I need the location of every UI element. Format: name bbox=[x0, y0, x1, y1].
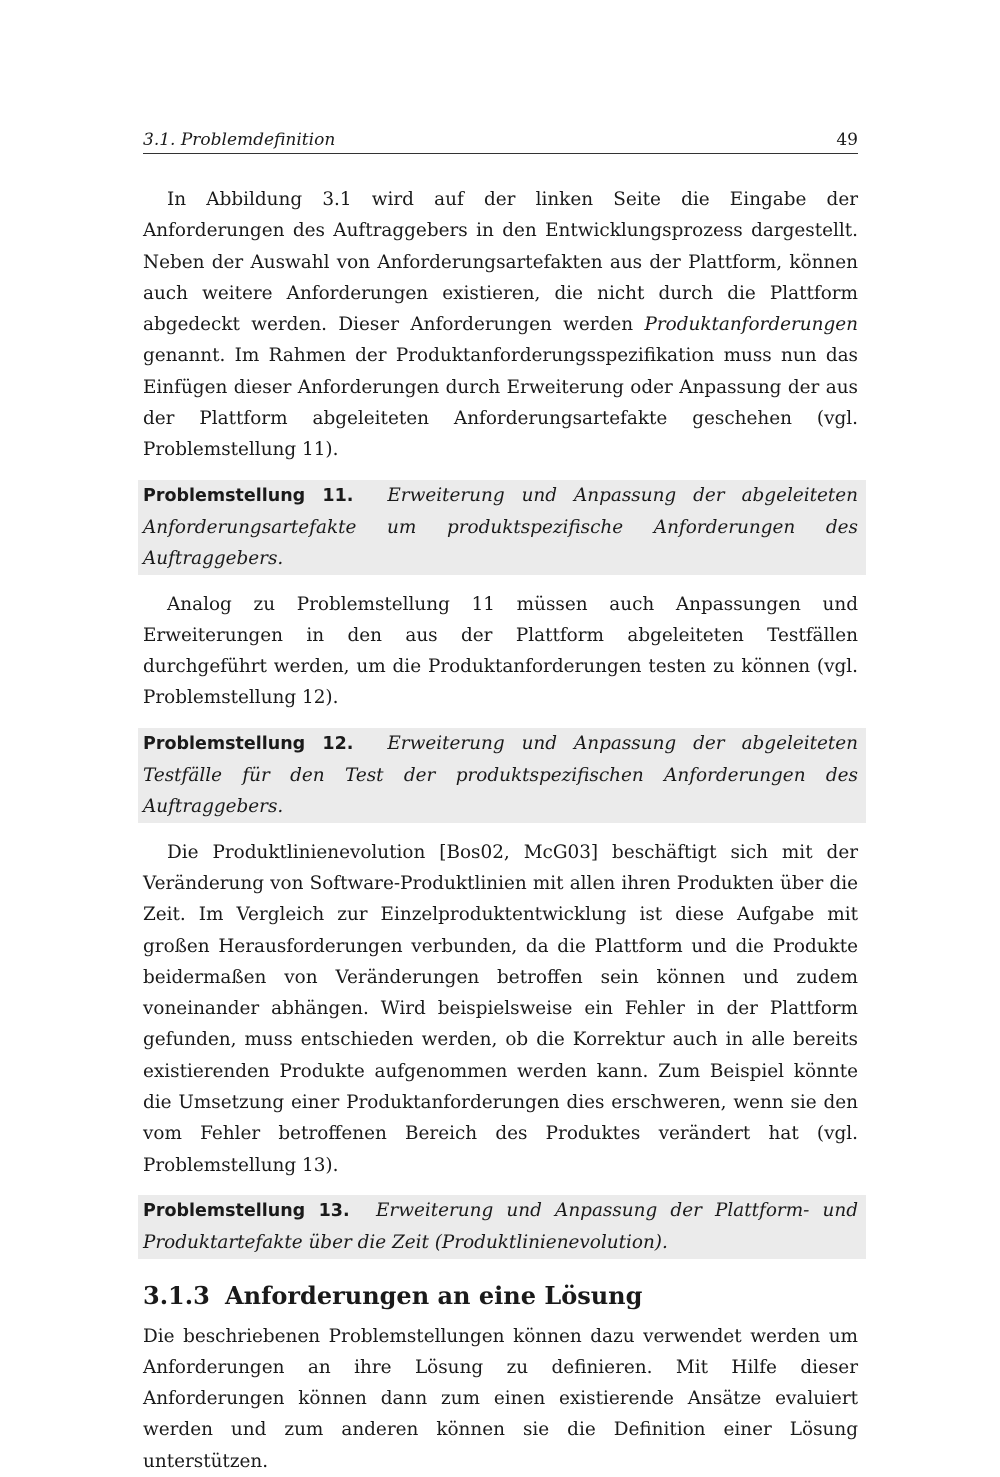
emphasis-produktanforderungen: Produktanforderungen bbox=[644, 314, 858, 336]
section-heading bbox=[143, 1279, 858, 1313]
paragraph-1-part-b: genannt. Im Rahmen der Produktanforderungsspezifikation muss nun das Einfügen dieser Anforderungen durch Erweiterung oder Anpassung der aus der Plattform abgeleiteten Anforderungsartefakte geschehen (vgl. Problemstellung 11). bbox=[143, 345, 858, 461]
problem-11-label: Problemstellung 11. bbox=[143, 485, 354, 506]
header-title: 3.1. Problemdefinition bbox=[143, 130, 336, 150]
paragraph-4: Die beschriebenen Problemstellungen können dazu verwendet werden um Anforderungen an ihre Lösung zu definieren. Mit Hilfe dieser Anforderungen können dann zum einen existierende Ansätze evaluiert werden und zum anderen können sie die Definition einer Lösung unterstützen. bbox=[143, 1325, 858, 1472]
problem-12-label: Problemstellung 12. bbox=[143, 733, 354, 754]
problem-11-text: Erweiterung und Anpassung der abgeleiteten Anforderungsartefakte um produktspezifische Anforderungen des Auftraggebers. bbox=[143, 484, 858, 570]
paragraph-1-part-a: In Abbildung 3.1 wird auf der linken Seite die Eingabe der Anforderungen des Auftraggebers in den Entwicklungsprozess dargestellt. Neben der Auswahl von Anforderungsartefakten aus der Plattform, können auch weitere Anforderungen existieren, die nicht durch die Plattform abgedeckt werden. Dieser Anforderungen werden bbox=[143, 189, 858, 336]
paragraph-1 bbox=[143, 184, 858, 466]
problem-12-text: Erweiterung und Anpassung der abgeleiteten Testfälle für den Test der produktspezifischen Anforderungen des Auftraggebers. bbox=[143, 732, 858, 818]
problem-statement-13 bbox=[138, 1195, 866, 1259]
paragraph-2: Analog zu Problemstellung 11 müssen auch Anpassungen und Erweiterungen in den aus der Plattform abgeleiteten Testfällen durchgeführt werden, um die Produktanforderungen testen zu können (vgl. Problemstellung 12). bbox=[143, 593, 858, 709]
running-header bbox=[143, 130, 858, 154]
page-number: 49 bbox=[836, 130, 858, 150]
problem-13-label: Problemstellung 13. bbox=[143, 1200, 350, 1221]
section-number: 3.1.3 bbox=[143, 1280, 210, 1310]
problem-13-text: Erweiterung und Anpassung der Plattform- und Produktartefakte über die Zeit (Produktlinienevolution). bbox=[143, 1199, 858, 1254]
paragraph-3: Die Produktlinienevolution [Bos02, McG03] beschäftigt sich mit der Veränderung von Software-Produktlinien mit allen ihren Produkten über die Zeit. Im Vergleich zur Einzelproduktentwicklung ist diese Aufgabe mit großen Herausforderungen verbunden, da die Plattform und die Produkte beidermaßen von Veränderungen betroffen sein können und zudem voneinander abhängen. Wird beispielsweise ein Fehler in der Plattform gefunden, muss entschieden werden, ob die Korrektur auch in alle bereits existierenden Produkte aufgenommen werden kann. Zum Beispiel könnte die Umsetzung einer Produktanforderungen dies erschweren, wenn sie den vom Fehler betroffenen Bereich des Produktes verändert hat (vgl. Problemstellung 13). bbox=[143, 841, 858, 1176]
problem-statement-12 bbox=[138, 728, 866, 823]
section-title: Anforderungen an eine Lösung bbox=[225, 1280, 643, 1310]
problem-statement-11 bbox=[138, 480, 866, 575]
document-page bbox=[143, 130, 858, 1477]
